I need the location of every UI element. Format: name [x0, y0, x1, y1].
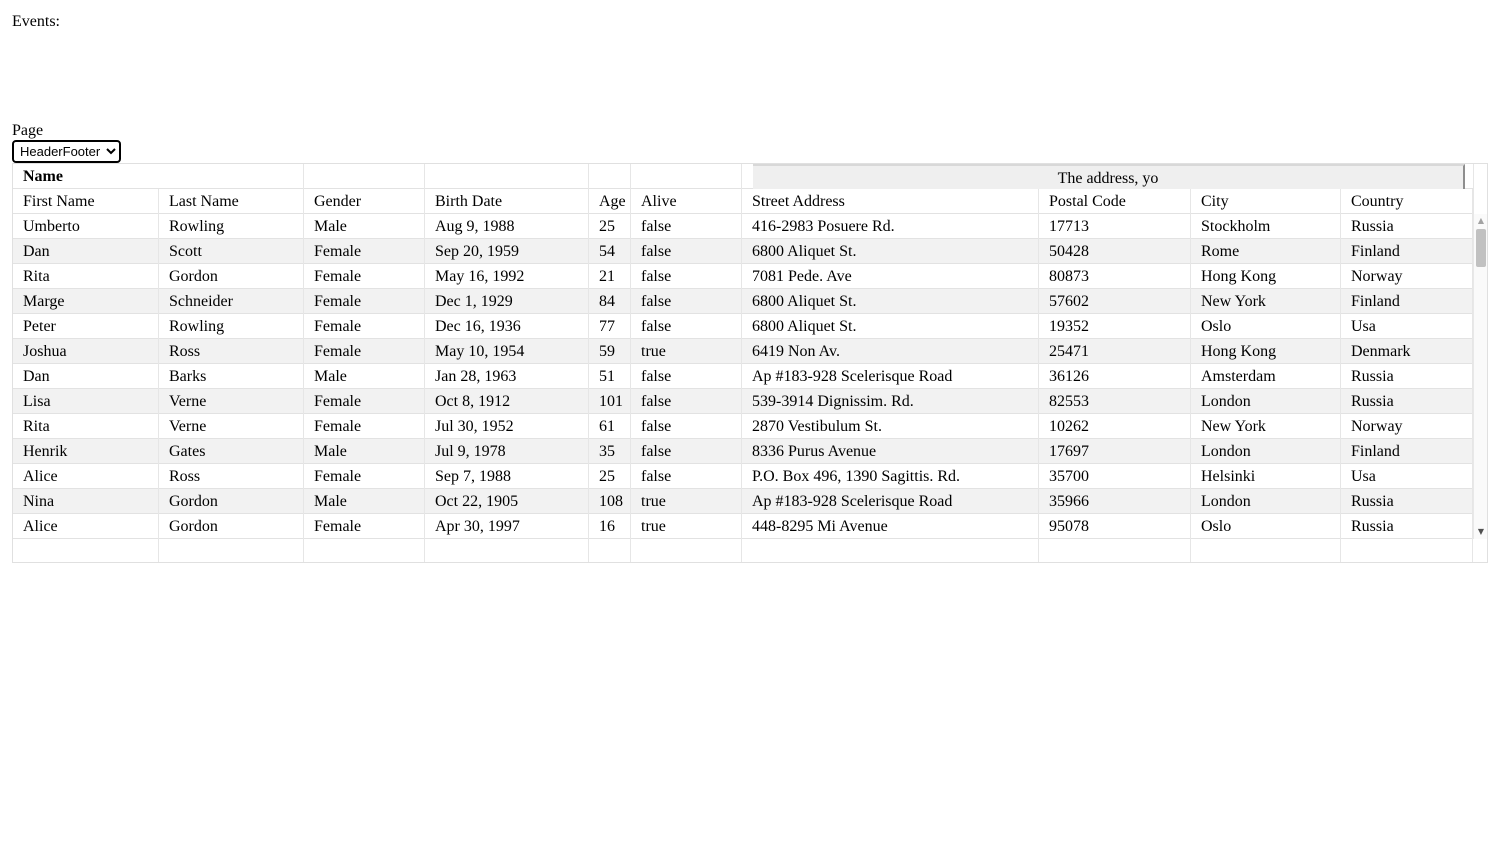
footer-cell-country — [1341, 539, 1473, 563]
cell-last-name: Schneider — [159, 289, 304, 314]
vertical-scrollbar[interactable] — [1473, 214, 1488, 539]
cell-last-name: Verne — [159, 414, 304, 439]
table-row[interactable] — [13, 239, 1473, 264]
cell-gender: Female — [304, 514, 425, 539]
footer-cell-first-name — [13, 539, 159, 563]
cell-country: Russia — [1341, 389, 1473, 414]
cell-postal-code: 25471 — [1039, 339, 1191, 364]
cell-first-name: Lisa — [13, 389, 159, 414]
cell-gender: Female — [304, 464, 425, 489]
cell-street-address: Ap #183-928 Scelerisque Road — [742, 364, 1039, 389]
cell-street-address: 7081 Pede. Ave — [742, 264, 1039, 289]
cell-street-address: 6419 Non Av. — [742, 339, 1039, 364]
column-group-address[interactable]: The address, yo — [753, 164, 1465, 189]
cell-city: Helsinki — [1191, 464, 1341, 489]
header-scroll-cap — [1473, 164, 1488, 214]
cell-street-address: 6800 Aliquet St. — [742, 239, 1039, 264]
cell-birth-date: Oct 8, 1912 — [425, 389, 589, 414]
footer-row — [13, 539, 1473, 563]
cell-first-name: Rita — [13, 264, 159, 289]
cell-alive: false — [631, 389, 742, 414]
cell-city: New York — [1191, 289, 1341, 314]
group-spacer — [425, 164, 589, 189]
scroll-down-arrow-icon[interactable]: ▼ — [1477, 527, 1485, 536]
cell-birth-date: May 10, 1954 — [425, 339, 589, 364]
footer-cell-alive — [631, 539, 742, 563]
events-label: Events: — [12, 13, 60, 30]
table-row[interactable] — [13, 514, 1473, 539]
cell-country: Finland — [1341, 289, 1473, 314]
cell-postal-code: 82553 — [1039, 389, 1191, 414]
cell-last-name: Ross — [159, 464, 304, 489]
cell-country: Usa — [1341, 314, 1473, 339]
group-spacer — [304, 164, 425, 189]
cell-last-name: Rowling — [159, 214, 304, 239]
cell-postal-code: 10262 — [1039, 414, 1191, 439]
cell-street-address: 6800 Aliquet St. — [742, 289, 1039, 314]
cell-birth-date: Apr 30, 1997 — [425, 514, 589, 539]
footer-cell-birth-date — [425, 539, 589, 563]
column-header-age[interactable]: Age — [589, 189, 631, 214]
column-group-name[interactable]: Name — [13, 164, 304, 189]
cell-birth-date: Sep 20, 1959 — [425, 239, 589, 264]
cell-first-name: Nina — [13, 489, 159, 514]
cell-postal-code: 36126 — [1039, 364, 1191, 389]
cell-gender: Female — [304, 339, 425, 364]
cell-birth-date: Oct 22, 1905 — [425, 489, 589, 514]
cell-first-name: Alice — [13, 464, 159, 489]
scroll-thumb[interactable] — [1476, 229, 1486, 267]
cell-last-name: Gates — [159, 439, 304, 464]
cell-postal-code: 50428 — [1039, 239, 1191, 264]
cell-age: 54 — [589, 239, 631, 264]
cell-gender: Male — [304, 439, 425, 464]
cell-age: 61 — [589, 414, 631, 439]
cell-gender: Female — [304, 314, 425, 339]
cell-postal-code: 17713 — [1039, 214, 1191, 239]
cell-birth-date: Dec 16, 1936 — [425, 314, 589, 339]
cell-street-address: 448-8295 Mi Avenue — [742, 514, 1039, 539]
table-row[interactable] — [13, 339, 1473, 364]
cell-city: London — [1191, 389, 1341, 414]
column-header-country[interactable]: Country — [1341, 189, 1473, 214]
column-header-last-name[interactable]: Last Name — [159, 189, 304, 214]
table-row[interactable] — [13, 489, 1473, 514]
table-row[interactable] — [13, 414, 1473, 439]
cell-country: Finland — [1341, 239, 1473, 264]
cell-city: Stockholm — [1191, 214, 1341, 239]
data-grid — [12, 163, 1488, 563]
group-spacer — [589, 164, 631, 189]
cell-country: Norway — [1341, 414, 1473, 439]
cell-city: Amsterdam — [1191, 364, 1341, 389]
cell-gender: Male — [304, 489, 425, 514]
cell-age: 35 — [589, 439, 631, 464]
cell-first-name: Umberto — [13, 214, 159, 239]
cell-age: 25 — [589, 214, 631, 239]
cell-age: 77 — [589, 314, 631, 339]
cell-first-name: Marge — [13, 289, 159, 314]
cell-country: Norway — [1341, 264, 1473, 289]
cell-alive: true — [631, 514, 742, 539]
cell-postal-code: 57602 — [1039, 289, 1191, 314]
cell-alive: true — [631, 489, 742, 514]
cell-birth-date: May 16, 1992 — [425, 264, 589, 289]
cell-street-address: 416-2983 Posuere Rd. — [742, 214, 1039, 239]
column-header-street-address[interactable]: Street Address — [742, 189, 1039, 214]
cell-country: Usa — [1341, 464, 1473, 489]
column-header-postal-code[interactable]: Postal Code — [1039, 189, 1191, 214]
cell-gender: Female — [304, 289, 425, 314]
cell-country: Russia — [1341, 489, 1473, 514]
footer-cell-city — [1191, 539, 1341, 563]
cell-age: 16 — [589, 514, 631, 539]
column-header-birth-date[interactable]: Birth Date — [425, 189, 589, 214]
cell-street-address: Ap #183-928 Scelerisque Road — [742, 489, 1039, 514]
header-group-row — [13, 164, 1473, 189]
cell-first-name: Peter — [13, 314, 159, 339]
cell-country: Denmark — [1341, 339, 1473, 364]
cell-last-name: Verne — [159, 389, 304, 414]
page-select[interactable] — [12, 140, 121, 163]
cell-gender: Female — [304, 414, 425, 439]
footer-cell-street-address — [742, 539, 1039, 563]
cell-first-name: Dan — [13, 239, 159, 264]
table-row[interactable] — [13, 314, 1473, 339]
cell-alive: false — [631, 214, 742, 239]
cell-age: 21 — [589, 264, 631, 289]
cell-alive: false — [631, 314, 742, 339]
cell-street-address: 6800 Aliquet St. — [742, 314, 1039, 339]
cell-gender: Male — [304, 214, 425, 239]
cell-city: Oslo — [1191, 514, 1341, 539]
cell-alive: false — [631, 464, 742, 489]
cell-age: 108 — [589, 489, 631, 514]
cell-city: London — [1191, 489, 1341, 514]
cell-birth-date: Jul 9, 1978 — [425, 439, 589, 464]
footer-cell-gender — [304, 539, 425, 563]
cell-age: 101 — [589, 389, 631, 414]
cell-gender: Female — [304, 239, 425, 264]
table-row[interactable] — [13, 439, 1473, 464]
cell-birth-date: Sep 7, 1988 — [425, 464, 589, 489]
table-row[interactable] — [13, 364, 1473, 389]
cell-alive: false — [631, 364, 742, 389]
cell-postal-code: 17697 — [1039, 439, 1191, 464]
cell-age: 84 — [589, 289, 631, 314]
table-row[interactable] — [13, 264, 1473, 289]
cell-alive: true — [631, 339, 742, 364]
cell-street-address: P.O. Box 496, 1390 Sagittis. Rd. — [742, 464, 1039, 489]
cell-street-address: 8336 Purus Avenue — [742, 439, 1039, 464]
table-row[interactable] — [13, 464, 1473, 489]
column-header-first-name[interactable]: First Name — [13, 189, 159, 214]
table-row[interactable] — [13, 214, 1473, 239]
column-header-city[interactable]: City — [1191, 189, 1341, 214]
column-header-alive[interactable]: Alive — [631, 189, 742, 214]
cell-postal-code: 19352 — [1039, 314, 1191, 339]
column-header-gender[interactable]: Gender — [304, 189, 425, 214]
cell-postal-code: 80873 — [1039, 264, 1191, 289]
cell-age: 25 — [589, 464, 631, 489]
cell-last-name: Scott — [159, 239, 304, 264]
cell-country: Russia — [1341, 214, 1473, 239]
cell-age: 59 — [589, 339, 631, 364]
cell-country: Finland — [1341, 439, 1473, 464]
cell-country: Russia — [1341, 364, 1473, 389]
cell-last-name: Rowling — [159, 314, 304, 339]
cell-city: London — [1191, 439, 1341, 464]
footer-cell-last-name — [159, 539, 304, 563]
cell-country: Russia — [1341, 514, 1473, 539]
cell-gender: Female — [304, 389, 425, 414]
cell-city: Hong Kong — [1191, 264, 1341, 289]
page-label: Page — [12, 122, 44, 139]
cell-birth-date: Jan 28, 1963 — [425, 364, 589, 389]
cell-postal-code: 35966 — [1039, 489, 1191, 514]
cell-city: Oslo — [1191, 314, 1341, 339]
cell-street-address: 2870 Vestibulum St. — [742, 414, 1039, 439]
footer-cell-postal-code — [1039, 539, 1191, 563]
cell-alive: false — [631, 264, 742, 289]
cell-first-name: Dan — [13, 364, 159, 389]
cell-last-name: Gordon — [159, 514, 304, 539]
group-spacer — [631, 164, 742, 189]
cell-gender: Female — [304, 264, 425, 289]
cell-alive: false — [631, 239, 742, 264]
cell-street-address: 539-3914 Dignissim. Rd. — [742, 389, 1039, 414]
cell-last-name: Ross — [159, 339, 304, 364]
cell-alive: false — [631, 289, 742, 314]
cell-first-name: Rita — [13, 414, 159, 439]
table-row[interactable] — [13, 289, 1473, 314]
cell-age: 51 — [589, 364, 631, 389]
cell-first-name: Henrik — [13, 439, 159, 464]
cell-birth-date: Aug 9, 1988 — [425, 214, 589, 239]
cell-first-name: Joshua — [13, 339, 159, 364]
cell-gender: Male — [304, 364, 425, 389]
cell-birth-date: Jul 30, 1952 — [425, 414, 589, 439]
footer-cell-age — [589, 539, 631, 563]
cell-alive: false — [631, 439, 742, 464]
cell-birth-date: Dec 1, 1929 — [425, 289, 589, 314]
column-header-row — [13, 189, 1473, 214]
cell-city: Hong Kong — [1191, 339, 1341, 364]
cell-last-name: Gordon — [159, 489, 304, 514]
cell-postal-code: 35700 — [1039, 464, 1191, 489]
cell-alive: false — [631, 414, 742, 439]
cell-city: Rome — [1191, 239, 1341, 264]
cell-last-name: Barks — [159, 364, 304, 389]
cell-city: New York — [1191, 414, 1341, 439]
cell-last-name: Gordon — [159, 264, 304, 289]
scroll-up-arrow-icon[interactable]: ▲ — [1477, 216, 1485, 225]
cell-postal-code: 95078 — [1039, 514, 1191, 539]
table-row[interactable] — [13, 389, 1473, 414]
cell-first-name: Alice — [13, 514, 159, 539]
